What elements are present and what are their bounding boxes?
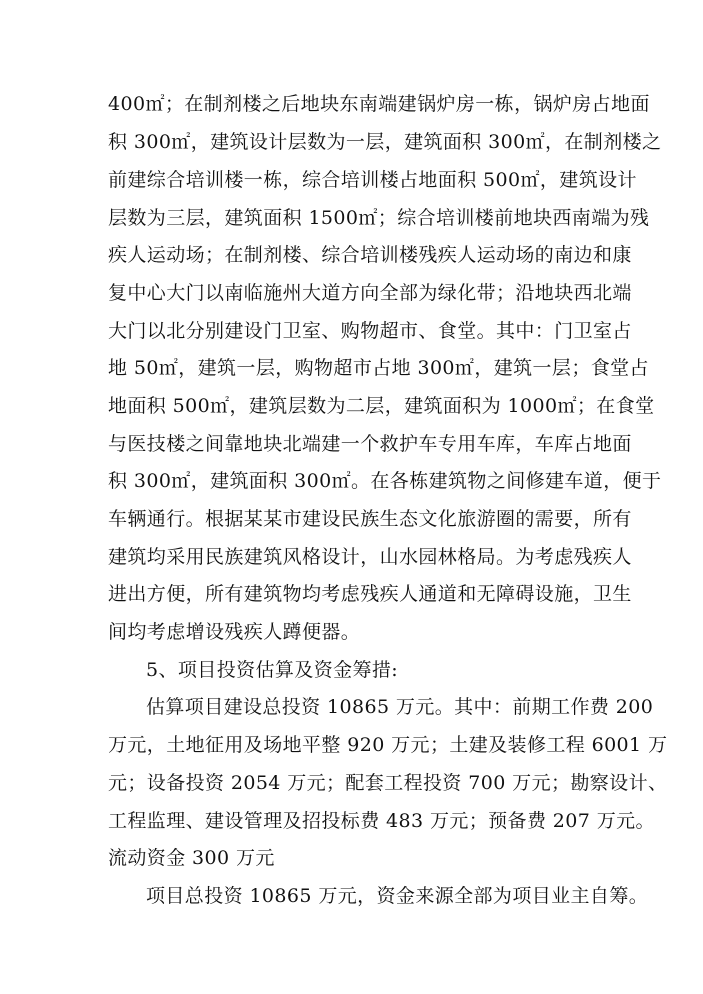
text-line: 流动资金 300 万元 <box>108 847 275 869</box>
text-line: 元；设备投资 2054 万元；配套工程投资 700 万元；勘察设计、 <box>108 772 668 794</box>
text-line: 进出方便，所有建筑物均考虑残疾人通道和无障碍设施，卫生 <box>108 583 632 605</box>
text-line: 积 300㎡，建筑面积 300㎡。在各栋建筑物之间修建车道，便于 <box>108 470 662 492</box>
text-line: 层数为三层，建筑面积 1500㎡；综合培训楼前地块西南端为残 <box>108 207 650 229</box>
text-line: 建筑均采用民族建筑风格设计，山水园林格局。为考虑残疾人 <box>108 546 632 568</box>
text-line: 项目总投资 10865 万元，资金来源全部为项目业主自筹。 <box>146 885 649 907</box>
text-line: 地面积 500㎡，建筑层数为二层，建筑面积为 1000㎡；在食堂 <box>108 395 655 417</box>
text-line: 复中心大门以南临施州大道方向全部为绿化带；沿地块西北端 <box>108 282 632 304</box>
text-line: 疾人运动场；在制剂楼、综合培训楼残疾人运动场的南边和康 <box>108 244 632 266</box>
text-line: 地 50㎡，建筑一层，购物超市占地 300㎡，建筑一层；食堂占 <box>108 357 649 379</box>
text-line: 大门以北分别建设门卫室、购物超市、食堂。其中：门卫室占 <box>108 320 632 342</box>
text-line: 积 300㎡，建筑设计层数为一层，建筑面积 300㎡，在制剂楼之 <box>108 131 662 153</box>
text-line: 车辆通行。根据某某市建设民族生态文化旅游圈的需要，所有 <box>108 508 632 530</box>
text-line: 前建综合培训楼一栋，综合培训楼占地面积 500㎡，建筑设计 <box>108 169 637 191</box>
text-line: 与医技楼之间靠地块北端建一个救护车专用车库，车库占地面 <box>108 433 632 455</box>
text-line: 工程监理、建设管理及招投标费 483 万元；预备费 207 万元。 <box>108 810 655 832</box>
section-heading: 5、项目投资估算及资金筹措: <box>146 659 399 681</box>
text-line: 万元，土地征用及场地平整 920 万元；土建及装修工程 6001 万 <box>108 734 668 756</box>
text-line: 估算项目建设总投资 10865 万元。其中：前期工作费 200 <box>146 696 654 718</box>
text-line: 400㎡；在制剂楼之后地块东南端建锅炉房一栋，锅炉房占地面 <box>108 93 650 115</box>
text-line: 间均考虑增设残疾人蹲便器。 <box>108 621 361 643</box>
